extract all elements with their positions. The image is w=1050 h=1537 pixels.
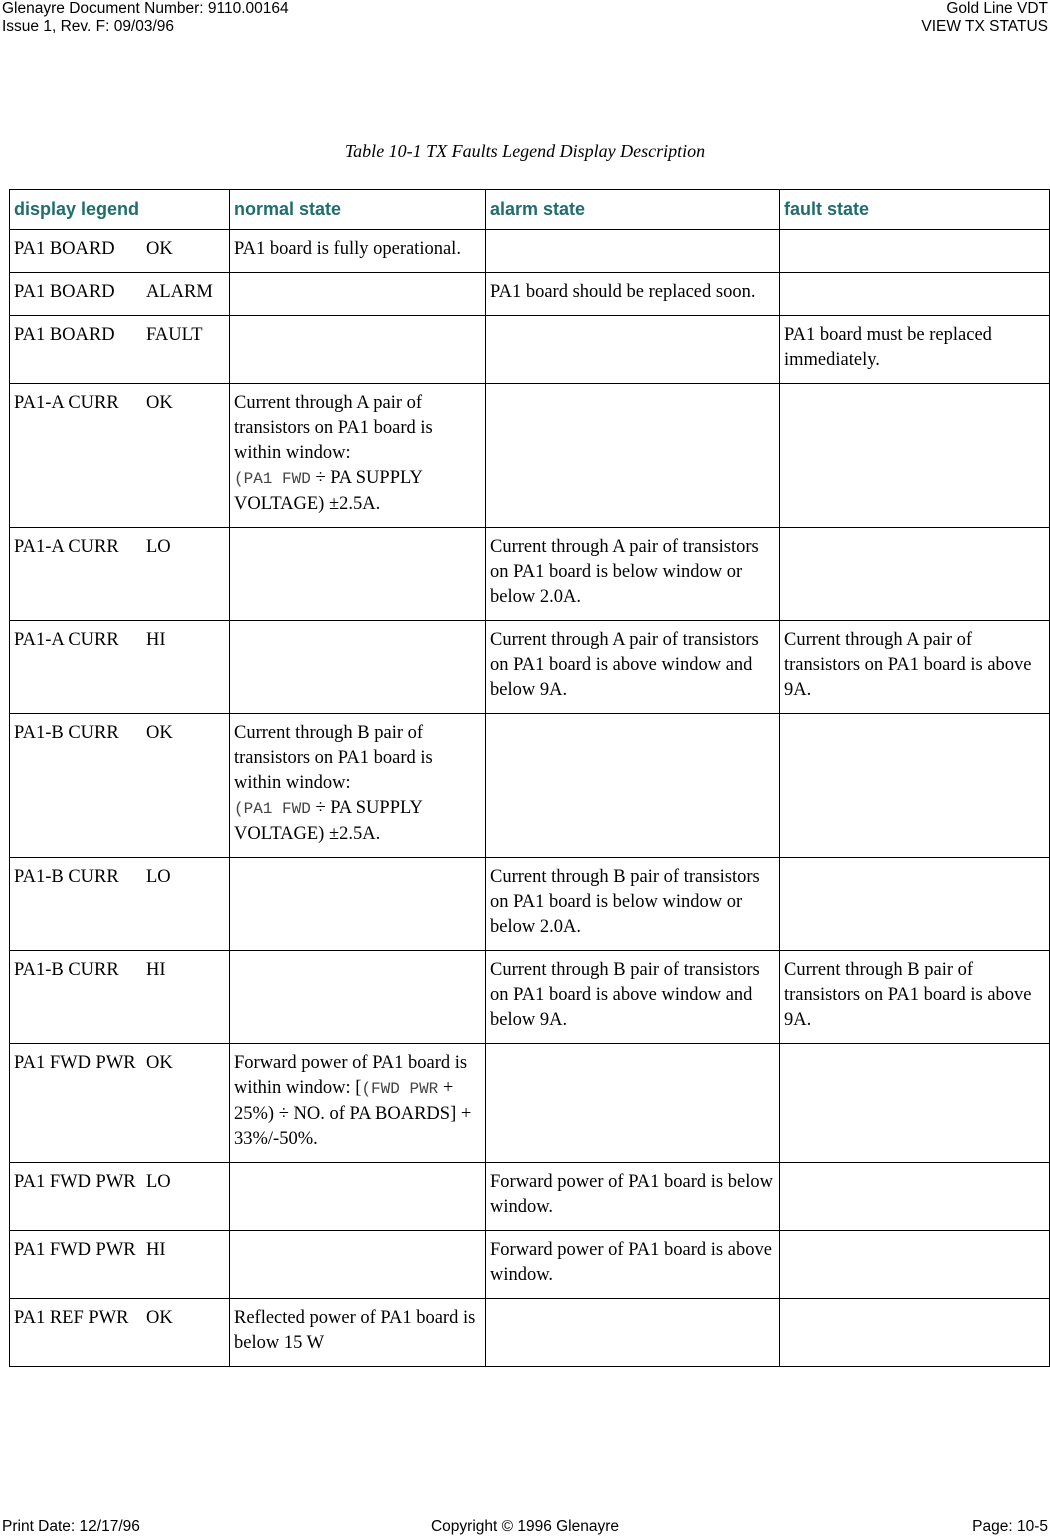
table-row (10, 1044, 1050, 1163)
table-row (10, 951, 1050, 1044)
issue-revision: Issue 1, Rev. F: 09/03/96 (2, 18, 175, 35)
normal-cell (230, 384, 486, 528)
normal-cell (230, 858, 486, 951)
legend-cell (10, 1163, 230, 1231)
legend-name: PA1 REF PWR (14, 1308, 129, 1328)
section-name: VIEW TX STATUS (921, 18, 1048, 35)
normal-cell (230, 1044, 486, 1163)
legend-state: LO (146, 867, 171, 887)
legend-state: ALARM (146, 282, 213, 302)
fault-cell (780, 1231, 1050, 1299)
legend-state: HI (146, 630, 166, 650)
alarm-cell: Current through B pair of transistors on PA1 board is above window and below 9A. (486, 951, 780, 1044)
legend-cell (10, 621, 230, 714)
legend-state: OK (146, 1308, 173, 1328)
legend-state: OK (146, 239, 173, 259)
table-row (10, 858, 1050, 951)
legend-cell (10, 273, 230, 316)
fwd-power-mono: (PA1 FWD (234, 800, 311, 818)
document-number: Glenayre Document Number: 9110.00164 (2, 0, 289, 17)
legend-cell (10, 230, 230, 273)
alarm-cell (486, 230, 780, 273)
normal-cell: Reflected power of PA1 board is below 15 W (230, 1299, 486, 1367)
legend-state: FAULT (146, 325, 203, 345)
header-fault-state: fault state (780, 190, 1050, 230)
page-number: Page: 10-5 (972, 1518, 1048, 1535)
legend-cell (10, 951, 230, 1044)
alarm-cell: Current through A pair of transistors on PA1 board is above window and below 9A. (486, 621, 780, 714)
normal-formula: ÷ PA SUPPLY VOLTAGE) ±2.5A. (234, 798, 423, 844)
legend-state: HI (146, 960, 166, 980)
normal-cell (230, 316, 486, 384)
legend-state: OK (146, 1053, 173, 1073)
legend-cell (10, 384, 230, 528)
legend-cell (10, 1044, 230, 1163)
fwd-power-mono: (PA1 FWD (234, 470, 311, 488)
normal-cell: PA1 board is fully operational. (230, 230, 486, 273)
table-row (10, 1231, 1050, 1299)
legend-state: LO (146, 537, 171, 557)
fault-cell (780, 1044, 1050, 1163)
legend-cell (10, 714, 230, 858)
header-alarm-state: alarm state (486, 190, 780, 230)
legend-name: PA1-B CURR (14, 960, 119, 980)
table-row (10, 714, 1050, 858)
normal-cell (230, 528, 486, 621)
table-row (10, 1299, 1050, 1367)
legend-name: PA1 FWD PWR (14, 1172, 136, 1192)
fault-cell (780, 230, 1050, 273)
legend-state: OK (146, 393, 173, 413)
table-row (10, 273, 1050, 316)
table-row (10, 230, 1050, 273)
fault-cell (780, 528, 1050, 621)
fault-cell (780, 273, 1050, 316)
legend-cell (10, 528, 230, 621)
alarm-cell: Forward power of PA1 board is above window. (486, 1231, 780, 1299)
normal-formula: ÷ PA SUPPLY VOLTAGE) ±2.5A. (234, 468, 423, 514)
legend-state: LO (146, 1172, 171, 1192)
fault-cell (780, 858, 1050, 951)
legend-cell (10, 858, 230, 951)
normal-text: Current through B pair of transistors on PA1 board is within window: (234, 723, 433, 793)
alarm-cell (486, 384, 780, 528)
fault-cell (780, 1163, 1050, 1231)
legend-name: PA1 FWD PWR (14, 1053, 136, 1073)
legend-name: PA1-A CURR (14, 630, 119, 650)
legend-state: OK (146, 723, 173, 743)
legend-name: PA1 BOARD (14, 282, 115, 302)
table-row (10, 384, 1050, 528)
alarm-cell: Forward power of PA1 board is below window. (486, 1163, 780, 1231)
normal-cell (230, 714, 486, 858)
copyright: Copyright © 1996 Glenayre (430, 1518, 620, 1535)
header-display-legend: display legend (10, 190, 230, 230)
table-header-row (10, 190, 1050, 230)
alarm-cell: PA1 board should be replaced soon. (486, 273, 780, 316)
legend-cell (10, 1231, 230, 1299)
legend-name: PA1-B CURR (14, 867, 119, 887)
table-row (10, 528, 1050, 621)
alarm-cell (486, 1044, 780, 1163)
document-header-right (921, 0, 1048, 36)
document-header-left (2, 0, 289, 36)
normal-formula: + 25%) ÷ NO. of PA BOARDS] + 33%/-50%. (234, 1078, 472, 1149)
alarm-cell (486, 1299, 780, 1367)
table-caption: Table 10-1 TX Faults Legend Display Description (344, 141, 706, 161)
legend-state: HI (146, 1240, 166, 1260)
alarm-cell (486, 714, 780, 858)
fault-cell (780, 714, 1050, 858)
legend-name: PA1-A CURR (14, 393, 119, 413)
table-row (10, 621, 1050, 714)
fwd-power-mono: (FWD PWR (361, 1080, 439, 1098)
normal-cell (230, 1163, 486, 1231)
fault-cell (780, 384, 1050, 528)
product-name: Gold Line VDT (946, 0, 1048, 17)
normal-cell (230, 951, 486, 1044)
tx-faults-table (9, 189, 1050, 1367)
normal-cell (230, 1231, 486, 1299)
legend-cell (10, 316, 230, 384)
alarm-cell: Current through A pair of transistors on PA1 board is below window or below 2.0A. (486, 528, 780, 621)
legend-cell (10, 1299, 230, 1367)
table-row (10, 1163, 1050, 1231)
header-normal-state: normal state (230, 190, 486, 230)
normal-cell (230, 621, 486, 714)
legend-name: PA1 BOARD (14, 325, 115, 345)
table-row (10, 316, 1050, 384)
legend-name: PA1 BOARD (14, 239, 115, 259)
normal-text: Forward power of PA1 board is within window: [ (234, 1053, 468, 1098)
normal-text: Current through A pair of transistors on PA1 board is within window: (234, 393, 433, 463)
normal-cell (230, 273, 486, 316)
alarm-cell: Current through B pair of transistors on PA1 board is below window or below 2.0A. (486, 858, 780, 951)
fault-cell: PA1 board must be replaced immediately. (780, 316, 1050, 384)
fault-cell (780, 1299, 1050, 1367)
fault-cell: Current through B pair of transistors on PA1 board is above 9A. (780, 951, 1050, 1044)
fault-cell: Current through A pair of transistors on PA1 board is above 9A. (780, 621, 1050, 714)
alarm-cell (486, 316, 780, 384)
legend-name: PA1 FWD PWR (14, 1240, 136, 1260)
legend-name: PA1-A CURR (14, 537, 119, 557)
print-date: Print Date: 12/17/96 (2, 1518, 140, 1535)
legend-name: PA1-B CURR (14, 723, 119, 743)
